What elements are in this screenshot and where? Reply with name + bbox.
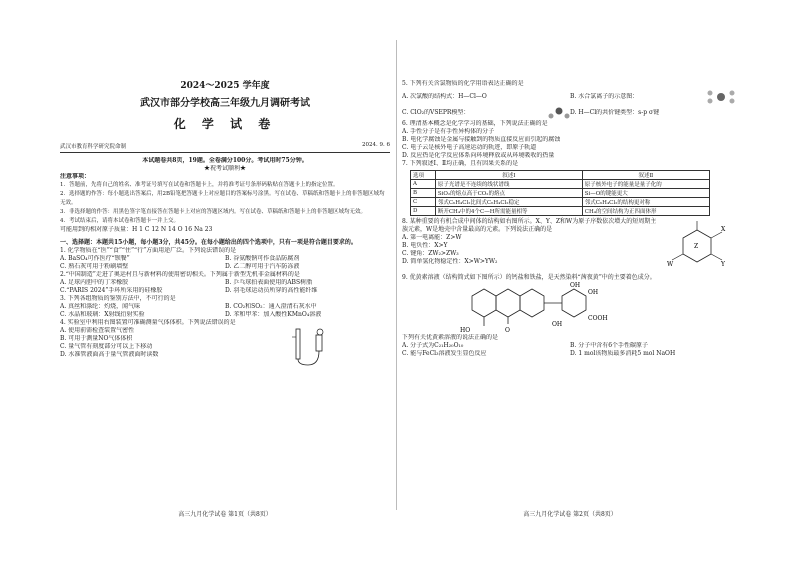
q9-option-a: A. 分子式为C₂₁H₂₀O₁₀ <box>402 342 464 349</box>
note-4: 4．考试结束后，请将本试卷和答题卡一并上交。 <box>60 218 180 224</box>
q8-option-a: A. 第一电离能：Z>W <box>402 234 462 241</box>
school-year: 2024～2025 学年度 <box>180 81 270 91</box>
q4-stem: 4. 实验室中利用右图装置可准确测量气体体积。下列说法错误的是 <box>60 319 236 326</box>
page-divider <box>396 40 397 510</box>
q8-option-d: D. 简单氢化物稳定性：X>W>YW₂ <box>402 258 498 265</box>
note-2: 2．选择题的作答：每小题选出答案后，用2B铅笔把答题卡上对应题目的答案标号涂黑。写在试卷、草稿纸和答题卡上的非答题区域均无效。 <box>60 191 385 206</box>
issuer-line <box>60 142 390 153</box>
subject-title: 化 学 试 卷 <box>173 117 277 131</box>
mol-atom-label: W <box>667 261 674 268</box>
table-row <box>411 198 710 207</box>
mol-group-label: OH <box>588 289 599 296</box>
table-cell: CH₄的空间结构为正四面体形 <box>582 207 709 216</box>
table-cell: C <box>411 198 436 207</box>
q3-option-b: B. CO₂和SO₂：通入澄清石灰水中 <box>225 303 317 310</box>
table-row <box>411 207 710 216</box>
section-1-heading: 一、选择题：本题共15小题，每小题3分，共45分。在每小题给出的四个选项中，只有一项是符合题目要求的。 <box>60 239 357 246</box>
q6-stem: 6. 理清基本概念是化学学习的基础，下列说法正确的是 <box>402 120 548 127</box>
q6-option-c: C. 电子云是核外电子高速运动的轨迹，即原子轨道 <box>402 144 537 151</box>
page-1-footer: 高三九月化学试卷 第1页（共8页） <box>178 511 272 518</box>
exam-date: 2024. 9. 6 <box>362 142 390 148</box>
table-cell: 邻式C₆H₄Cl₂的结构更对称 <box>582 198 709 207</box>
notes-title: 注意事项： <box>60 173 91 180</box>
q4-option-a: A. 使用前需检查装置气密性 <box>60 327 135 334</box>
table-row <box>411 180 710 189</box>
gas-burette-apparatus-figure <box>290 327 330 367</box>
q8-option-b: B. 电负性：X>Y <box>402 242 448 249</box>
table-cell: 邻式C₆H₄Cl₂比间式C₆H₄Cl₂稳定 <box>435 198 582 207</box>
q8-stem: 8. 某种重要的有机合成中间体的结构如右图所示。X、Y、Z和W为原子序数依次增大的短周期主族元素，W是地壳中含量最高的元素。下列说法正确的是 <box>402 218 657 233</box>
q7-stem: 7. 下列叙述Ⅰ、Ⅱ均正确，且有因果关系的是 <box>402 160 519 167</box>
mol-atom-label: X <box>721 226 726 233</box>
q5-stem: 5. 下列有关含氯物质的化学用语表达正确的是 <box>402 80 524 87</box>
table-row <box>411 189 710 198</box>
table-cell: 原子核外电子的能量是量子化的 <box>582 180 709 189</box>
table-header-row <box>411 171 710 180</box>
table-cell: D <box>411 207 436 216</box>
mol-group-label: COOH <box>588 315 608 322</box>
q5-option-a: A. 次氯酸的结构式：H—Cl—O <box>402 93 487 100</box>
hydrated-chloride-ion-figure <box>704 89 738 105</box>
q9-stem: 9. 优黄素溶液（结构简式如下图所示）的钙盐和铁盐，是天然染料“茜夜黄”中的主要着色成分。 <box>402 274 656 281</box>
q1-stem: 1. 化学物质在“医”“食”“住”“行”方面用途广泛。下列说法错误的是 <box>60 247 237 254</box>
q3-option-d: D. 苯和甲苯：加入酸性KMnO₄溶液 <box>225 311 322 318</box>
q2-option-a: A. 足球内胆中的丁苯橡胶 <box>60 279 129 286</box>
q1-option-d: D. 乙二醇可用于汽车防冻液 <box>225 263 300 270</box>
info-line: 本试题卷共8页，19题。全卷满分100分。考试用时75分钟。 <box>142 157 308 164</box>
table-cell: SiO₂的熔点高于CO₂的熔点 <box>435 189 582 198</box>
q7-table <box>410 170 710 216</box>
q8-option-c: C. 键角：ZW₂>ZW₃ <box>402 250 459 257</box>
table-cell: 原子光谱是不连续的线状谱线 <box>435 180 582 189</box>
atomic-masses: 可能用到的相对原子质量：H 1 C 12 N 14 O 16 Na 23 <box>60 226 213 233</box>
note-1: 1．答题前，先将自己的姓名、准考证号填写在试卷和答题卡上，并将准考证号条形码粘贴在答题卡上的指定位置。 <box>60 182 339 188</box>
q2-option-b: B. 乒乓球拍表面使用的ABS树脂 <box>225 279 313 286</box>
q9-molecule-structure-figure <box>402 282 738 334</box>
page-2 <box>402 38 738 518</box>
page-2-footer: 高三九月化学试卷 第2页（共8页） <box>523 511 617 518</box>
exam-title: 武汉市部分学校高三年级九月调研考试 <box>140 98 310 109</box>
mol-group-label: OH <box>570 282 581 289</box>
mol-atom-label: Y <box>721 261 725 268</box>
issuer: 武汉市教育科学研究院命制 <box>60 144 127 150</box>
q9-option-c: C. 能与FeCl₃溶液发生显色反应 <box>402 350 487 357</box>
q4-option-c: C. 量气管有刻度部分可以上下移动 <box>60 343 153 350</box>
q2-option-d: D. 羽毛球运动员所穿的高性能纤维 <box>225 287 318 294</box>
q5-option-d: D. H—Cl的共价键类型：s-p σ键 <box>570 109 660 116</box>
q9-follow: 下列有关优黄素溶液的说法正确的是 <box>402 334 499 341</box>
clo2-vsepr-model-figure <box>548 107 570 119</box>
q6-option-d: D. 反应热是化学反应体系向环境释放或从环境吸收的热量 <box>402 152 555 159</box>
q6-option-a: A. 手性分子是有手性异构体的分子 <box>402 128 495 135</box>
note-3: 3．非选择题的作答：用黑色签字笔直接答在答题卡上对应的答题区域内。写在试卷、草稿纸和答题卡上的非答题区域均无效。 <box>60 209 367 215</box>
mol-group-label: O <box>505 327 510 334</box>
table-header-cell: 叙述Ⅱ <box>582 171 709 180</box>
table-cell: A <box>411 180 436 189</box>
q9-option-d: D. 1 mol该物质最多消耗5 mol NaOH <box>570 350 676 357</box>
q4-option-d: D. 水准管液面高于量气管液面时读数 <box>60 351 159 358</box>
q9-option-b: B. 分子中含有6个手性碳原子 <box>570 342 649 349</box>
q3-option-c: C. 水晶和玻璃：X射线衍射实验 <box>60 311 145 318</box>
mol-group-label: OH <box>552 321 563 328</box>
q3-stem: 3. 下列各组物质的鉴别方法中，不可行的是 <box>60 295 176 302</box>
table-cell: B <box>411 189 436 198</box>
q3-option-a: A. 真丝和涤纶：灼烧，闻气味 <box>60 303 141 310</box>
q2-stem: 2.“中国制造”走进了奥运村且与新材料的使用密切相关。下列属于新型无机非金属材料的是 <box>60 271 300 278</box>
table-cell: 断开CH₄中的4个C—H所需能量相等 <box>435 207 582 216</box>
q1-option-c: C. 熟石灰可用于粉刷墙壁 <box>60 263 129 270</box>
page-1 <box>60 38 390 518</box>
q5-option-b: B. 水合氯离子的示意图： <box>570 93 639 100</box>
q6-option-b: B. 电化学腐蚀是金属与接触到的物质直接反应而引起的腐蚀 <box>402 136 561 143</box>
mol-atom-label: Z <box>694 243 699 250</box>
table-cell: Si—O的键能更大 <box>582 189 709 198</box>
q4-option-b: B. 可用于测量NO气体体积 <box>60 335 133 342</box>
q5-option-c: C. ClO₂的VSEPR模型： <box>402 109 470 116</box>
q1-option-b: B. 谷氨酸钠可作食品防腐剂 <box>225 255 300 262</box>
q1-option-a: A. BaSO₄可作医疗“钡餐” <box>60 255 130 262</box>
mol-group-label: HO <box>460 327 471 334</box>
table-header-cell: 叙述Ⅰ <box>435 171 582 180</box>
good-luck: ★祝考试顺利★ <box>203 165 246 172</box>
q2-option-c: C.“PARIS 2024”手环所采用的硅橡胶 <box>60 287 163 294</box>
table-header-cell: 选项 <box>411 171 436 180</box>
q8-molecule-structure-figure <box>662 218 732 274</box>
